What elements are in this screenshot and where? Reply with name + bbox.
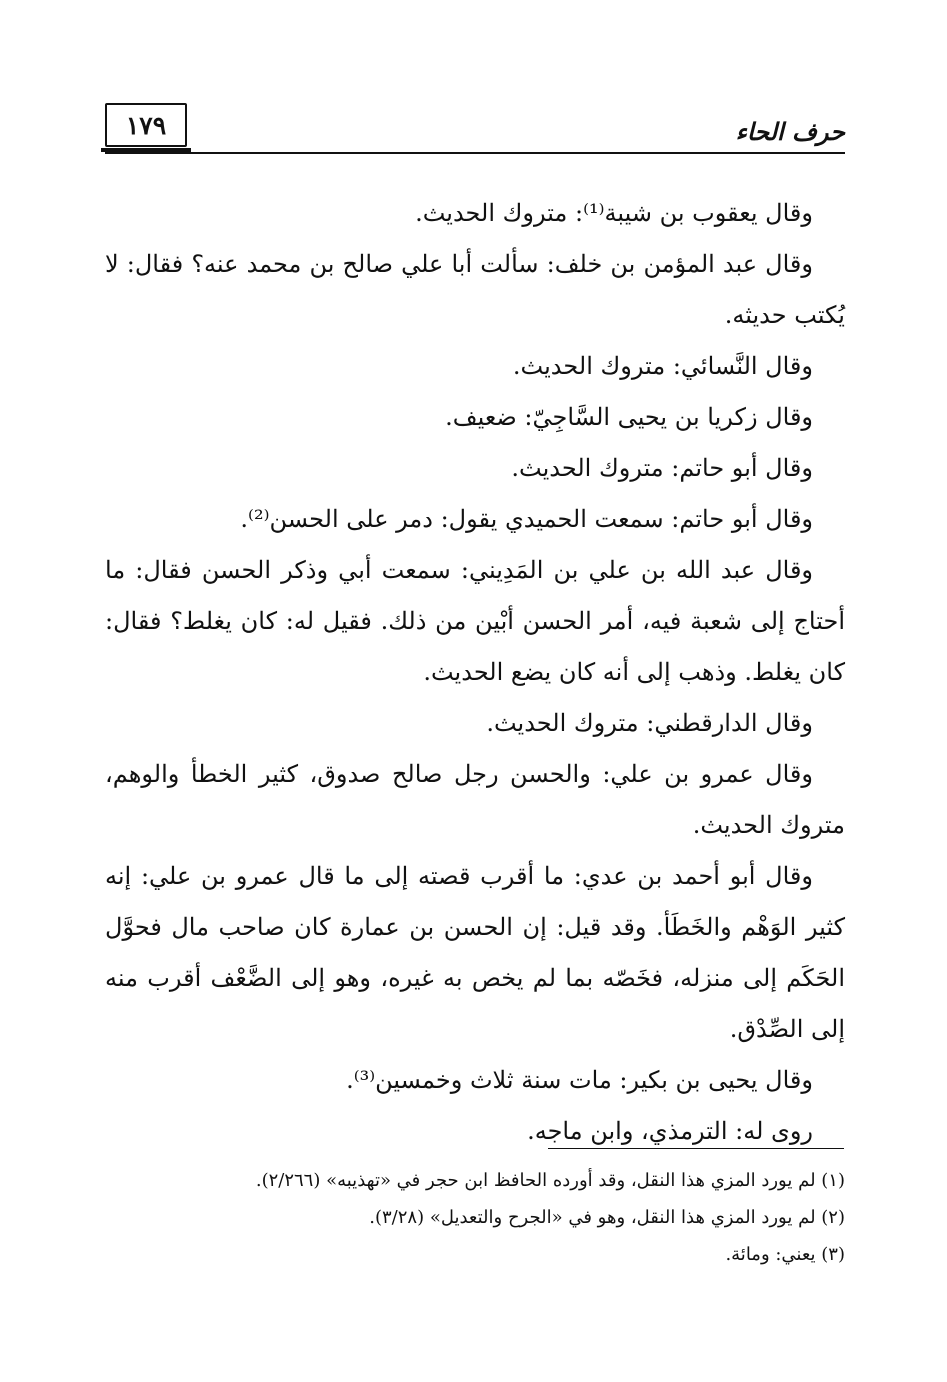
footnote-separator	[548, 1148, 844, 1149]
paragraph: وقال يعقوب بن شيبة⁽¹⁾: متروك الحديث.	[415, 199, 813, 227]
paragraph: وقال الدارقطني: متروك الحديث.	[486, 709, 813, 737]
footnote: (٣) يعني: ومائة.	[725, 1244, 845, 1265]
paragraph: وقال يحيى بن بكير: مات سنة ثلاث وخمسين⁽³⁾.	[346, 1066, 813, 1094]
paragraph: روى له: الترمذي، وابن ماجه.	[527, 1117, 813, 1145]
footnote: (٢) لم يورد المزي هذا النقل، وهو في «الجرح والتعديل» (٣/٢٨).	[369, 1207, 845, 1228]
paragraph: وقال أبو حاتم: متروك الحديث.	[511, 454, 813, 482]
paragraph: وقال أبو حاتم: سمعت الحميدي يقول: دمر على الحسن⁽²⁾.	[240, 505, 813, 533]
page-number: ١٧٩	[105, 103, 187, 147]
paragraph: وقال عمرو بن علي: والحسن رجل صالح صدوق، كثير الخطأ والوهم، متروك الحديث.	[105, 760, 845, 839]
paragraph: وقال زكريا بن يحيى السَّاجِيّ: ضعيف.	[445, 403, 813, 431]
body-text	[105, 188, 845, 1157]
header-rule	[105, 152, 845, 154]
chapter-title: حرف الحاء	[735, 117, 845, 146]
paragraph: وقال النَّسائي: متروك الحديث.	[512, 352, 813, 380]
page-header	[105, 95, 845, 155]
footnote: (١) لم يورد المزي هذا النقل، وقد أورده الحافظ ابن حجر في «تهذيبه» (٢/٢٦٦).	[255, 1170, 845, 1191]
paragraph: وقال عبد المؤمن بن خلف: سألت أبا علي صالح بن محمد عنه؟ فقال: لا يُكتب حديثه.	[105, 250, 845, 329]
footnotes	[105, 1162, 845, 1273]
paragraph: وقال عبد الله بن علي بن المَدِيني: سمعت أبي وذكر الحسن فقال: ما أحتاج إلى شعبة فيه، أمر الحسن أبْين من ذلك. فقيل له: كان يغلط؟ فقال: كان يغلط. وذهب إلى أنه كان يضع الحديث.	[105, 556, 845, 686]
paragraph: وقال أبو أحمد بن عدي: ما أقرب قصته إلى ما قال عمرو بن علي: إنه كثير الوَهْم والخَطَأ. وقد قيل: إن الحسن بن عمارة كان صاحب مال فحوَّل الحَكَم إلى منزله، فخَصّه بما لم يخص به غيره، وهو إلى الضَّعْف أقرب منه إلى الصِّدْق.	[105, 862, 845, 1043]
